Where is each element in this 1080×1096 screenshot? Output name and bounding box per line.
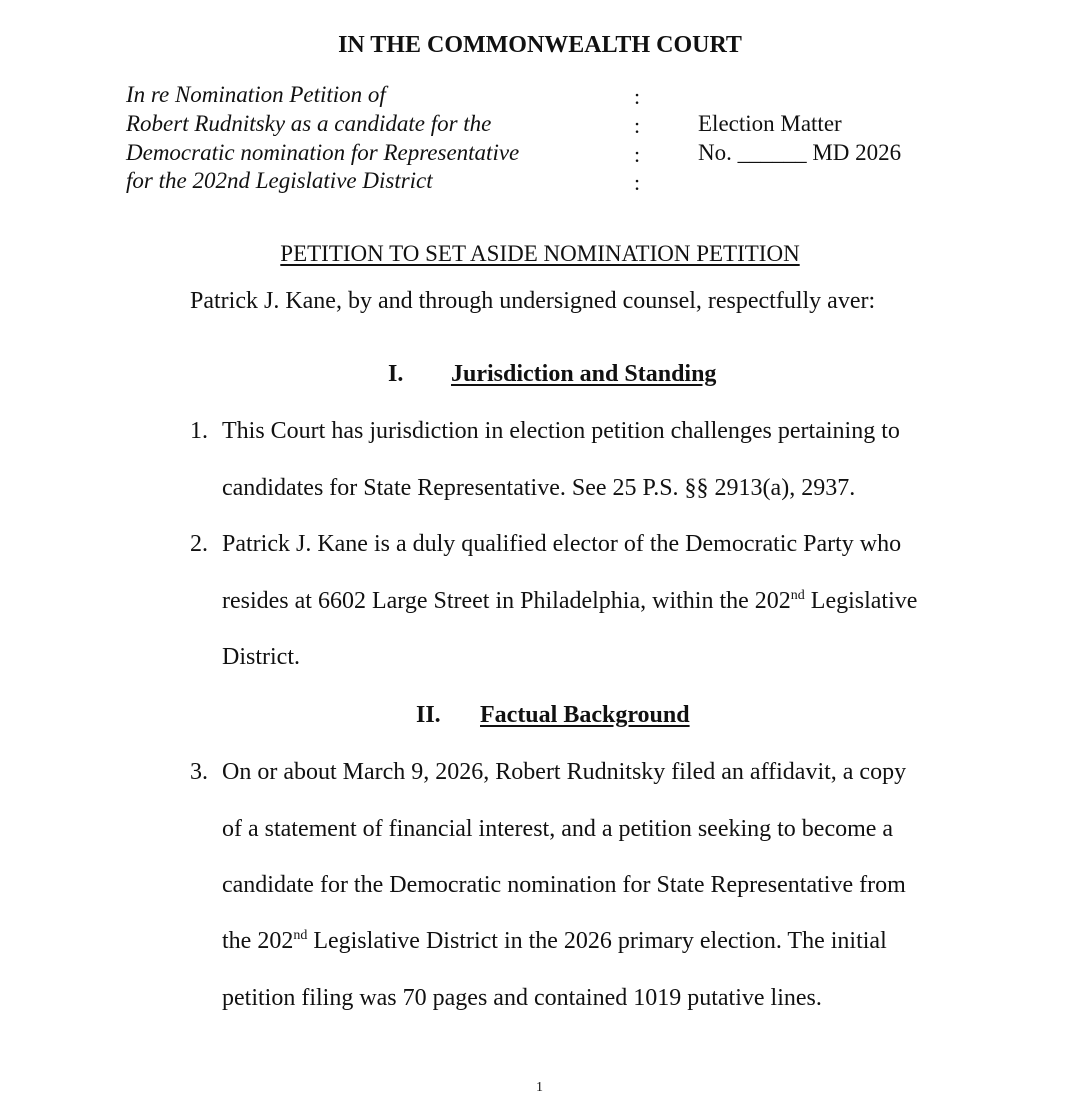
caption-separator: :	[634, 142, 641, 167]
section-title: Factual Background	[480, 702, 690, 728]
caption-separator: :	[634, 170, 641, 195]
paragraph-3-line-2: of a statement of financial interest, and a petition seeking to become a	[222, 816, 894, 842]
section-numeral: II.	[416, 702, 441, 728]
docket-number: No. ______ MD 2026	[698, 140, 902, 165]
paragraph-3-line-3: candidate for the Democratic nomination for State Representative from	[222, 872, 906, 898]
caption-line-1: In re Nomination Petition of	[126, 82, 386, 107]
paragraph-number: 1.	[190, 418, 208, 444]
page-number: 1	[536, 1080, 543, 1095]
paragraph-number: 3.	[190, 759, 208, 785]
paragraph-1-line-2: candidates for State Representative. See 25 P.S. §§ 2913(a), 2937.	[222, 475, 856, 501]
section-numeral: I.	[388, 361, 404, 387]
caption-separator: :	[634, 84, 641, 109]
court-title: IN THE COMMONWEALTH COURT	[338, 32, 742, 58]
caption-line-2: Robert Rudnitsky as a candidate for the	[126, 111, 492, 136]
paragraph-2-line-3: District.	[222, 644, 300, 670]
paragraph-3-line-1: On or about March 9, 2026, Robert Rudnitsky filed an affidavit, a copy	[222, 759, 907, 785]
matter-type: Election Matter	[698, 111, 842, 136]
section-title: Jurisdiction and Standing	[451, 361, 717, 387]
caption-line-3: Democratic nomination for Representative	[126, 140, 520, 165]
paragraph-number: 2.	[190, 531, 208, 557]
paragraph-3-line-4: the 202nd Legislative District in the 2026 primary election. The initial	[222, 928, 887, 954]
caption-line-4: for the 202nd Legislative District	[126, 168, 433, 193]
intro-paragraph: Patrick J. Kane, by and through undersigned counsel, respectfully aver:	[190, 288, 876, 314]
petition-title: PETITION TO SET ASIDE NOMINATION PETITION	[280, 241, 800, 266]
paragraph-1-line-1: This Court has jurisdiction in election petition challenges pertaining to	[222, 418, 900, 444]
caption-separator: :	[634, 113, 641, 138]
paragraph-3-line-5: petition filing was 70 pages and contained 1019 putative lines.	[222, 985, 822, 1011]
paragraph-2-line-1: Patrick J. Kane is a duly qualified elector of the Democratic Party who	[222, 531, 902, 557]
paragraph-2-line-2: resides at 6602 Large Street in Philadelphia, within the 202nd Legislative	[222, 588, 918, 614]
